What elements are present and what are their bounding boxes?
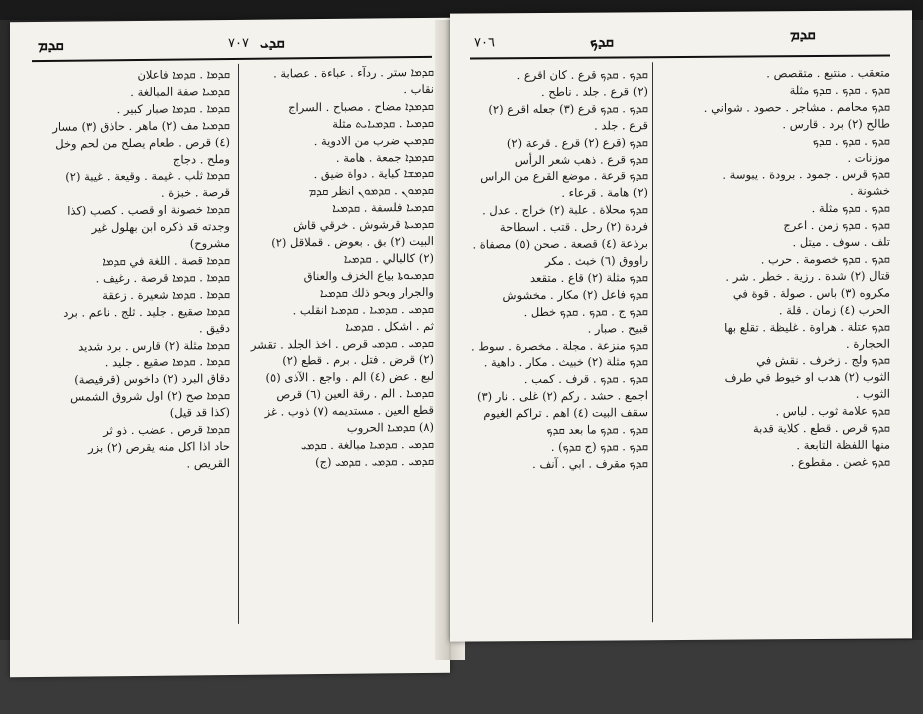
right-page-number: ٧٠٦ [474, 35, 495, 51]
entry-line: منها اللفظة التابعة . [796, 437, 890, 453]
entry-line: ܩܕܟ منزعة . مجلة . مخصرة . سوط . [471, 337, 648, 353]
right-page [450, 10, 912, 641]
entry-line: ܩܕܟ علامة ثوب . لباس . [775, 403, 890, 419]
entry-line: لبع . عض (٤) الم . واجع . الآذى (٥) [265, 369, 434, 385]
entry-line: ثم . اشكل . ܩܕܡܝܐ [345, 318, 434, 334]
entry-line: فردة (٢) رحل . قتب . اسطاحة [499, 219, 648, 235]
entry-line: دقاق البرد (٢) داخوس (قرفيصة) [74, 371, 230, 387]
entry-line: برذعة (٤) قصعة . صحن (٥) مصفاة . [472, 236, 648, 252]
entry-line: اجمع . حشد . ركم (٢) غلى . نار (٣) [476, 388, 648, 404]
entry-line: (٢) قرع . جلد . ناطح . [540, 84, 648, 99]
left-running-head-outer: ܩܕܡ [38, 35, 64, 55]
entry-line: ܩܕܟ . ܩܕܟ . ܩܕܟ [812, 133, 890, 148]
entry-line: (كذا قد قيل) [169, 405, 230, 420]
entry-line: قرع . جلد . [594, 117, 648, 133]
entry-line: مكروه (٣) باس . صولة . قوة في [732, 285, 890, 301]
entry-line: ܩܕܟ ولج . زخرف . نقش في [756, 352, 890, 368]
entry-line: قبيح . صبار . [587, 320, 648, 336]
entry-line: ܩܕܟ محامم . مشاجر . حصود . شواني . [703, 99, 890, 115]
entry-line: ܩܕܡܐ خصونة او قصب . كصب (كذا [67, 202, 230, 218]
right-column-divider [652, 62, 653, 622]
entry-line: ܩܕܡܝܐ . ܩܕܡܝܐܝܬ مثلة [332, 115, 434, 131]
entry-line: ܩܕܟ (قرع (٢) قرع . قرعة (٢) [506, 134, 648, 150]
entry-line: الحجارة . [846, 336, 890, 351]
entry-line: ܩܕܟ عتلة . هراوة . غليظة . تقلع بها [724, 319, 890, 335]
entry-line: خشونة . [850, 183, 890, 199]
entry-line: ܩܕܟ قرع . ذهب شعر الرأس [514, 151, 648, 167]
entry-line: ܩܕܡܐ . ܩܕܡܐ قرصة . رغيف . [95, 269, 230, 286]
entry-line: ܩܕܟ . ܩܕܟ (ج ܩܕܟ) . [550, 439, 648, 454]
entry-line: القريص . [186, 455, 230, 471]
entry-line: ܩܕܟ قرص . قطع . كلاية قدبة [752, 420, 890, 436]
entry-line: ܩܕܡܐ مثلة (٢) قارس . برد شديد [78, 337, 230, 354]
entry-line: ܩܕܟ ج . ܩܕܟ . ܩܕܟ خطل . [523, 303, 648, 319]
entry-line: ܩܕܡܝܬܐ قرشوش . خرقي قاش [293, 217, 434, 233]
entry-line: ܩܕܟ فاعل (٢) مكار . مخشوش [502, 287, 648, 303]
entry-line: ܩܕܟ . ܩܕܟ خصومة . حرب . [760, 251, 890, 267]
entry-line: ܩܕܡܝ . ܩܕܡܝ قرص . اخذ الجلد . تقشر [250, 335, 434, 352]
entry-line: ܩܕܟ غصن . مقطوع . [790, 454, 890, 470]
entry-line: مشروح) [189, 236, 230, 251]
entry-line: ܩܕܡܐ ستر . ردآء . عباءة . عصابة . [273, 64, 434, 81]
entry-line: ܩܕܡܐ . ܩܕܡܐ صبار كبير . [116, 100, 230, 116]
entry-line: البيت (٢) بق . بعوض . قملاقل (٢) [271, 233, 434, 250]
left-page-column-left [30, 66, 230, 474]
entry-line: ܩܕܟ قرعة . موضع القرع من الراس [480, 168, 648, 184]
entry-line: ܩܕܟ . ܩܕܟ . ܩܕܟ مثلة [789, 82, 890, 98]
right-page-column-left [658, 65, 890, 472]
left-page-column-right [244, 64, 434, 472]
entry-line: سقف البيت (٤) اهم . تراكم الغيوم [483, 405, 648, 421]
right-header-rule [470, 55, 890, 60]
entry-line: ܩܕܟ . ܩܕܟ قرع . كان اقرع . [516, 67, 648, 83]
entry-line: ܩܕܡܝܐ مف (٢) ماهر . حاذق (٣) مسار [52, 117, 230, 134]
entry-line: وملح . دجاج [172, 151, 230, 167]
entry-line: حاد اذا اكل منه يقرص (٢) بزر [88, 438, 230, 455]
entry-line: ܩܕܟ . ܩܕܟ قرع (٣) جعله اقرع (٢) [488, 101, 648, 117]
left-page [10, 18, 450, 678]
entry-line: الثوب . [855, 386, 890, 401]
entry-line: (٢) كالبالي . ܩܕܡܝܐ [343, 250, 434, 266]
entry-line: دقيق . [199, 320, 230, 335]
entry-line: ܩܕܡܕܐ جمعة . هامة . [335, 149, 434, 165]
entry-line: ܩܕܡܝܢ ضرب من الادوية . [313, 132, 434, 148]
left-column-divider [238, 64, 239, 624]
entry-line: طالح (٢) برد . قارس . [782, 116, 890, 132]
entry-line: ܩܕܡܝܐ صفة المبالغة . [130, 83, 230, 99]
entry-line: قرصة . خبزة . [161, 185, 230, 201]
entry-line: ܩܕܡܐ . ܩܕܡܐ صقيع . جليد . [104, 354, 230, 370]
entry-line: (٢) قرض . فتل . برم . قطع (٢) [282, 352, 434, 368]
entry-line: ܩܕܟ مثلة (٢) خبيث . مكار . داهية . [483, 354, 648, 370]
entry-line: ܩܕܟ . ܩܕܟ زمن . اعرج [783, 217, 890, 233]
entry-line: ܩܕܡܝ . ܩܕܡܝ . ܩܕܡܝ (ج) [315, 453, 434, 469]
entry-line: ܩܕܡܘܢ . ܩܕܡܘܢ انظر ܩܕܡ [308, 183, 434, 199]
entry-line: قتال (٢) شدة . رزية . خطر . شر . [725, 268, 890, 284]
left-header-rule [32, 56, 432, 62]
right-running-head-outer: ܩܕܡ [790, 25, 816, 44]
entry-line: ܩܕܡܐ قرص . عضب . ذو ثر [103, 422, 230, 438]
entry-line: تلف . سوف . ميتل . [792, 234, 890, 250]
entry-line: والجرار وبحو ذلك ܩܕܡܝܐ [320, 284, 434, 300]
entry-line: ܩܕܟ . ܩܕܟ ما بعد ܩܕܟ [546, 422, 648, 437]
entry-line: ܩܕܡܫܐ كباية . دواة ضيق . [313, 166, 434, 182]
entry-line: ܩܕܡܝ . ܩܕܡܝܐ مبالغة . ܩܕܡܝ [300, 436, 434, 453]
entry-line: ܩܕܡܝ . ܩܕܡܝܐ . ܩܕܡܝܐ انقلب . [292, 301, 434, 318]
entry-line: ܩܕܡܝܐ فلسفة . ܩܕܡܝܐ [332, 200, 434, 216]
entry-line: ܩܕܟ . ܩܕܟ . قرف . كمب . [523, 371, 648, 387]
entry-line: قطع العين . مستديمه (٧) ذوب . غز [264, 402, 434, 419]
entry-line: ܩܕܟ محلاة . علبة (٢) خراج . عدل . [482, 202, 648, 218]
entry-line: ܩܕܡܐ . ܩܕܡܐ شعيرة . زعقة [102, 286, 230, 303]
entry-line: ܩܕܡܐ صقيع . جليد . ثلج . ناعم . برد [63, 303, 230, 320]
entry-line: ܩܕܟ مقرف . ابي . آنف . [532, 456, 648, 471]
entry-line: راووق (٦) خبث . مكر [545, 253, 648, 268]
entry-line: (٤) قرص . طعام يصلح من لحم وخل [55, 134, 230, 151]
entry-line: الحرب (٤) زمان . قلة . [778, 302, 890, 318]
entry-line: ܩܕܟ . ܩܕܟ مثلة . [811, 200, 890, 216]
entry-line: ܩܕܡܐ صح (٢) اول شروق الشمس [70, 388, 230, 404]
entry-line: ܩܕܡܐ . ܩܕܡܐ فاعلان [137, 67, 230, 82]
entry-line: ܩܕܡܐ ثلب . غيمة . وقيعة . غيبة (٢) [65, 168, 230, 185]
entry-line: ܩܕܟ مثلة (٢) قاع . متقعد [530, 270, 648, 285]
entry-line: الثوب (٢) هدب او خيوط في طرف [724, 369, 890, 386]
entry-line: ܩܕܡܐ قصة . اللغة في ܩܕܡܐ [102, 252, 230, 269]
entry-line: متعقب . منتبع . متقصص . [766, 65, 890, 81]
entry-line: (٢) هامة . قرعاء . [561, 185, 648, 201]
entry-line: ܩܕܟ قرس . جمود . برودة . يبوسة . [722, 166, 890, 183]
entry-line: ܩܕܡܝܘܬܐ بياع الخزف والعناق [303, 267, 434, 284]
entry-line: ܩܕܡܕܐ مضاح . مصباح . السراج [288, 98, 434, 115]
left-page-number: ٧٠٧ [228, 35, 249, 52]
entry-line: نقاب . [403, 81, 434, 97]
left-running-head-inner: ܩܕܝ [260, 33, 285, 52]
entry-line: (٨) ܩܕܡܝܐ الحروب [346, 419, 434, 435]
entry-line: ܩܕܡܝܐ . الم . رقة العين (٦) قرص [276, 386, 434, 402]
entry-line: موزنات . [847, 150, 890, 165]
entry-line: وجدته قد ذكره ابن بهلول غير [91, 219, 230, 235]
right-running-head-inner: ܩܕܟ [590, 32, 614, 51]
right-page-column-right [470, 66, 648, 473]
